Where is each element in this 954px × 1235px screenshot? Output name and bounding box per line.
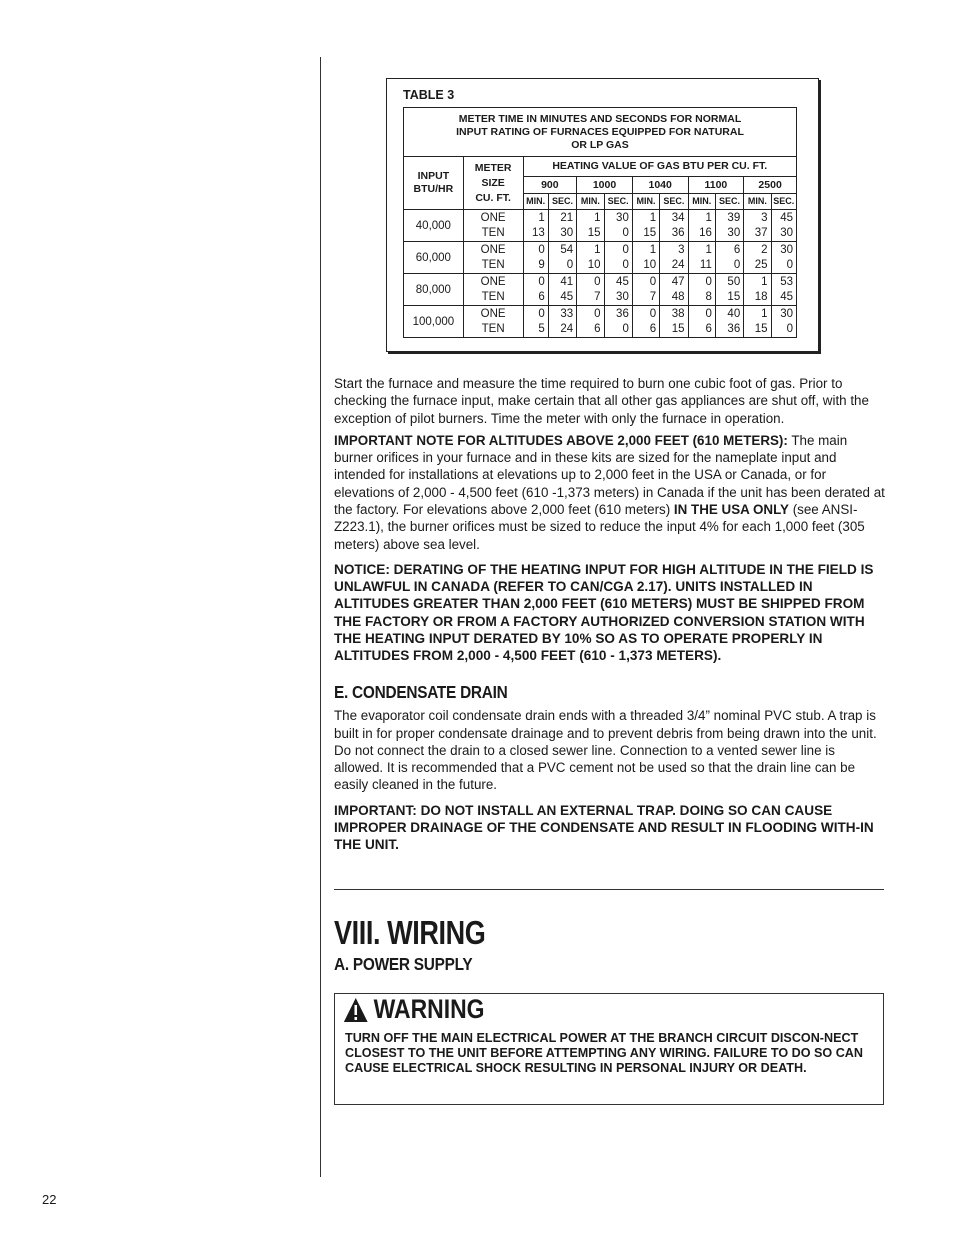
time-value: 36 [671, 226, 685, 239]
time-value: 0 [622, 322, 629, 335]
table-title-line: INPUT RATING OF FURNACES EQUIPPED FOR NATURAL [456, 125, 744, 138]
time-value: 36 [616, 307, 629, 320]
minutes-cell [523, 306, 548, 338]
notice-paragraph: NOTICE: DERATING OF THE HEATING INPUT FOR HIGH ALTITUDE IN THE FIELD IS UNLAWFUL IN CANADA (REFER TO CAN/CGA 2.17). UNITS INSTALLED IN ALTITUDES GREATER THAN 2,000 FEET (610 METERS) MUST BE SHIPPED FROM THE FACTORY OR FROM A FACTORY AUTHORIZED CONVERSION STATION WITH THE HEATING INPUT DERATED BY 10% SO AS TO OPERATE PROPERLY IN ALTITUDES FROM 2,000 - 4,500 FEET (610 - 1,373 METERS). [334, 561, 874, 663]
time-value: 0 [594, 307, 601, 320]
time-value: 7 [594, 290, 601, 303]
time-value: 30 [727, 226, 741, 239]
seconds-cell [660, 274, 688, 306]
time-value: 15 [727, 290, 741, 303]
meter-size-line: TEN [481, 258, 505, 271]
time-value: 37 [754, 226, 768, 239]
time-value: 24 [671, 258, 685, 271]
time-value: 0 [594, 275, 601, 288]
seconds-cell [771, 306, 796, 338]
min-header: MIN. [577, 194, 604, 210]
time-value: 6 [733, 243, 741, 256]
col-header-line: CU. FT. [475, 191, 511, 204]
seconds-cell [715, 306, 743, 338]
section-divider [334, 889, 884, 890]
time-value: 30 [780, 307, 793, 320]
time-value: 5 [538, 322, 545, 335]
time-value: 0 [649, 275, 657, 288]
time-value: 0 [786, 258, 793, 271]
warning-box [334, 993, 884, 1105]
seconds-cell [548, 274, 576, 306]
time-value: 0 [538, 243, 545, 256]
min-header: MIN. [523, 194, 548, 210]
time-value: 47 [671, 275, 685, 288]
minutes-cell [744, 274, 771, 306]
time-value: 0 [786, 322, 793, 335]
meter-size-cell [463, 274, 523, 306]
minutes-cell [577, 306, 604, 338]
time-value: 6 [594, 322, 601, 335]
time-value: 3 [678, 243, 685, 256]
time-value: 1 [538, 211, 545, 224]
altitude-paragraph [334, 432, 886, 553]
time-value: 6 [705, 322, 712, 335]
time-value: 10 [643, 258, 657, 271]
time-value: 1 [705, 211, 712, 224]
seconds-cell [548, 306, 576, 338]
time-value: 30 [616, 290, 629, 303]
altitude-lead: IMPORTANT NOTE FOR ALTITUDES ABOVE 2,000 FEET (610 METERS): [334, 432, 788, 448]
section-title-wiring: VIII. WIRING [334, 914, 486, 951]
time-value: 0 [649, 307, 657, 320]
seconds-cell [771, 242, 796, 274]
time-value: 2 [761, 243, 768, 256]
input-btu-cell: 100,000 [404, 306, 464, 338]
meter-size-cell [463, 242, 523, 274]
seconds-cell [715, 274, 743, 306]
warning-text: TURN OFF THE MAIN ELECTRICAL POWER AT THE BRANCH CIRCUIT DISCON-NECT CLOSEST TO THE UNIT BEFORE ATTEMPTING ANY WIRING. FAILURE TO DO SO CAN CAUSE ELECTRICAL SHOCK RESULTING IN PERSONAL INJURY OR DEATH. [345, 1031, 863, 1075]
seconds-cell [660, 242, 688, 274]
heating-value-1100: 1100 [688, 177, 744, 194]
seconds-cell [604, 306, 632, 338]
min-header: MIN. [632, 194, 659, 210]
sec-header: SEC. [548, 194, 576, 210]
table-row [404, 242, 797, 274]
table-title [404, 108, 797, 157]
time-value: 30 [616, 211, 629, 224]
heating-value-900: 900 [523, 177, 577, 194]
col-header-line: INPUT [417, 170, 450, 182]
input-btu-cell: 60,000 [404, 242, 464, 274]
col-header-input [404, 157, 464, 210]
time-value: 7 [649, 290, 657, 303]
minutes-cell [577, 242, 604, 274]
time-value: 45 [780, 211, 793, 224]
time-value: 30 [560, 226, 574, 239]
table-title-line: OR LP GAS [571, 138, 629, 151]
minutes-cell [577, 210, 604, 242]
time-value: 0 [733, 258, 741, 271]
min-header: MIN. [688, 194, 715, 210]
time-value: 36 [727, 322, 741, 335]
table-row [404, 306, 797, 338]
sec-header: SEC. [604, 194, 632, 210]
input-btu-cell: 40,000 [404, 210, 464, 242]
time-value: 0 [566, 258, 574, 271]
time-value: 0 [705, 275, 712, 288]
time-value: 6 [538, 290, 545, 303]
time-value: 0 [538, 275, 545, 288]
minutes-cell [744, 306, 771, 338]
seconds-cell [604, 242, 632, 274]
minutes-cell [632, 306, 659, 338]
condensate-heading: E. CONDENSATE DRAIN [334, 682, 508, 702]
minutes-cell [688, 306, 715, 338]
sec-header: SEC. [660, 194, 688, 210]
time-value: 30 [780, 243, 793, 256]
meter-time-table [403, 107, 797, 338]
warning-label: WARNING [373, 994, 485, 1024]
time-value: 1 [594, 243, 601, 256]
time-value: 0 [705, 307, 712, 320]
meter-size-cell [463, 306, 523, 338]
time-value: 40 [727, 307, 741, 320]
page-number: 22 [42, 1192, 57, 1207]
power-supply-heading: A. POWER SUPPLY [334, 954, 473, 974]
sec-header: SEC. [715, 194, 743, 210]
meter-size-line: TEN [481, 322, 505, 335]
minutes-cell [523, 274, 548, 306]
min-header: MIN. [744, 194, 771, 210]
time-value: 53 [780, 275, 793, 288]
meter-size-line: ONE [480, 243, 506, 256]
time-value: 33 [560, 307, 574, 320]
time-value: 0 [622, 243, 629, 256]
time-value: 54 [560, 243, 574, 256]
heating-value-header: HEATING VALUE OF GAS BTU PER CU. FT. [523, 157, 797, 177]
time-value: 16 [699, 226, 712, 239]
meter-size-line: TEN [481, 226, 505, 239]
meter-size-line: ONE [480, 275, 506, 288]
seconds-cell [548, 242, 576, 274]
time-value: 11 [699, 258, 712, 271]
sec-header: SEC. [771, 194, 796, 210]
time-value: 38 [671, 307, 685, 320]
minutes-cell [744, 242, 771, 274]
time-value: 1 [649, 211, 657, 224]
time-value: 39 [727, 211, 741, 224]
time-value: 1 [649, 243, 657, 256]
seconds-cell [548, 210, 576, 242]
time-value: 0 [622, 258, 629, 271]
time-value: 0 [538, 307, 545, 320]
heating-value-1000: 1000 [577, 177, 633, 194]
table-row [404, 210, 797, 242]
time-value: 1 [761, 307, 768, 320]
time-value: 48 [671, 290, 685, 303]
seconds-cell [604, 210, 632, 242]
seconds-cell [660, 210, 688, 242]
seconds-cell [604, 274, 632, 306]
table-caption: TABLE 3 [403, 88, 455, 102]
time-value: 6 [649, 322, 657, 335]
time-value: 41 [560, 275, 574, 288]
seconds-cell [660, 306, 688, 338]
condensate-section [334, 684, 886, 858]
minutes-cell [632, 274, 659, 306]
minutes-cell [523, 242, 548, 274]
minutes-cell [577, 274, 604, 306]
minutes-cell [632, 242, 659, 274]
time-value: 10 [587, 258, 601, 271]
time-value: 9 [538, 258, 545, 271]
minutes-cell [688, 274, 715, 306]
body-text-upper [334, 375, 886, 669]
time-value: 15 [587, 226, 601, 239]
meter-size-line: ONE [480, 307, 506, 320]
meter-size-cell [463, 210, 523, 242]
minutes-cell [688, 242, 715, 274]
time-value: 45 [780, 290, 793, 303]
table-title-line: METER TIME IN MINUTES AND SECONDS FOR NORMAL [458, 112, 742, 125]
seconds-cell [715, 242, 743, 274]
warning-header [343, 994, 485, 1025]
input-btu-cell: 80,000 [404, 274, 464, 306]
time-value: 13 [532, 226, 545, 239]
minutes-cell [632, 210, 659, 242]
table-row [404, 274, 797, 306]
minutes-cell [744, 210, 771, 242]
time-value: 45 [616, 275, 629, 288]
time-value: 1 [705, 243, 712, 256]
time-value: 21 [560, 211, 574, 224]
altitude-text-2: (see ANSI-Z223.1), the burner orifices must be sized to reduce the input 4% for each 1,000 feet (305 meters) above sea level. [334, 502, 865, 552]
time-value: 15 [754, 322, 768, 335]
time-value: 34 [671, 211, 685, 224]
col-header-meter [463, 157, 523, 210]
table-3-frame [386, 78, 819, 352]
meter-size-line: TEN [481, 290, 505, 303]
heating-value-2500: 2500 [744, 177, 797, 194]
time-value: 15 [643, 226, 657, 239]
heating-value-1040: 1040 [632, 177, 688, 194]
minutes-cell [688, 210, 715, 242]
warning-triangle-icon [343, 997, 369, 1023]
seconds-cell [715, 210, 743, 242]
col-header-line: BTU/HR [413, 183, 454, 195]
time-value: 30 [780, 226, 793, 239]
minutes-cell [523, 210, 548, 242]
seconds-cell [771, 210, 796, 242]
altitude-text-1: The main burner orifices in your furnace and in these kits are sized for the nameplate input and intended for installations at elevations up to 2,000 feet in the USA or Canada, or for elevations of 2,000 - 4,500 feet (610 -1,373 meters) in Canada if the unit has been derated at the factory. For elevations above 2,000 feet (610 meters) [334, 432, 885, 518]
condensate-important: IMPORTANT: DO NOT INSTALL AN EXTERNAL TRAP. DOING SO CAN CAUSE IMPROPER DRAINAGE OF THE CONDENSATE AND RESULT IN FLOODING WITH-IN THE UNIT. [334, 802, 874, 853]
time-value: 18 [754, 290, 768, 303]
time-value: 0 [622, 226, 629, 239]
time-value: 25 [754, 258, 768, 271]
altitude-emphasis: IN THE USA ONLY [673, 502, 789, 518]
time-value: 3 [761, 211, 768, 224]
meter-size-line: ONE [480, 211, 506, 224]
vertical-rule [320, 57, 321, 1177]
col-header-line: METER [474, 161, 512, 174]
time-value: 45 [560, 290, 574, 303]
time-value: 50 [727, 275, 741, 288]
seconds-cell [771, 274, 796, 306]
time-value: 1 [594, 211, 601, 224]
intro-paragraph: Start the furnace and measure the time required to burn one cubic foot of gas. Prior to checking the furnace input, make certain that all other gas appliances are shut off, with the exception of pilot burners. Time the meter with only the furnace in operation. [334, 376, 869, 426]
col-header-line: SIZE [481, 176, 505, 189]
time-value: 24 [560, 322, 574, 335]
time-value: 15 [671, 322, 685, 335]
time-value: 8 [705, 290, 712, 303]
time-value: 1 [761, 275, 768, 288]
condensate-paragraph: The evaporator coil condensate drain ends with a threaded 3/4” nominal PVC stub. A trap is built in for proper condensate drainage and to prevent debris from being drawn into the unit. Do not connect the drain to a closed sewer line. Connection to a vented sewer line is allowed. It is recommended that a PVC cement not be used so that the drain line can be easily cleaned in the future. [334, 708, 877, 793]
